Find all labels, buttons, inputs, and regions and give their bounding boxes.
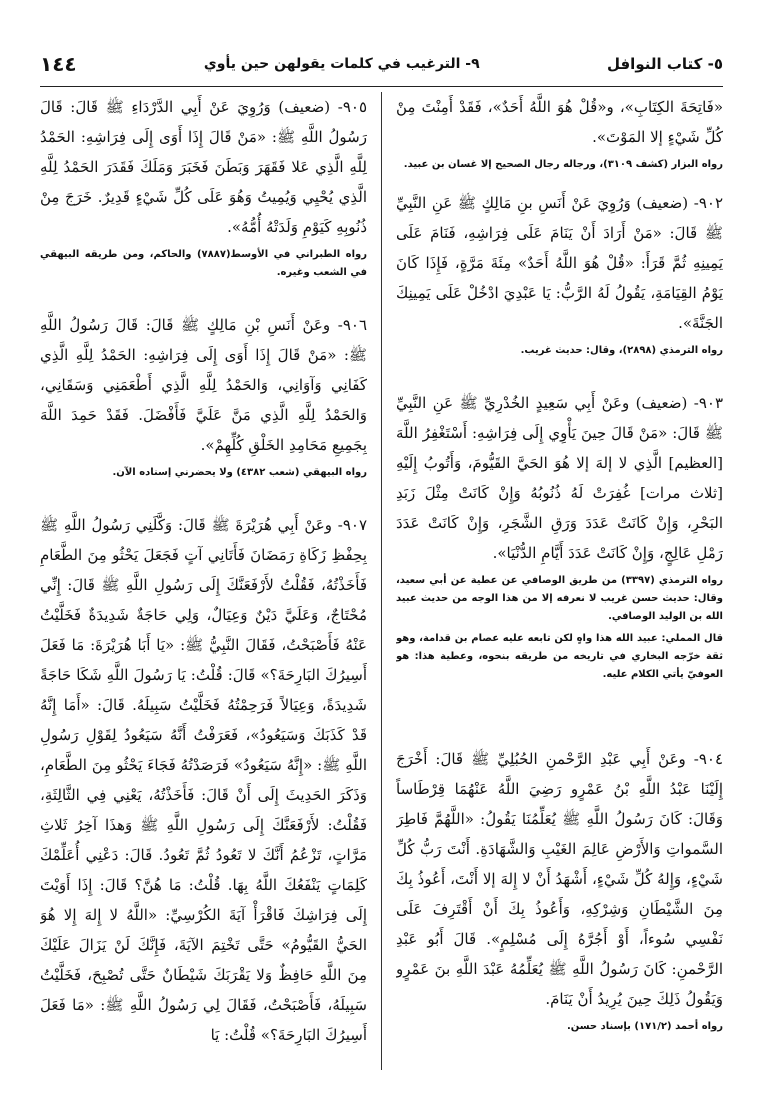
page-number: ١٤٤ bbox=[40, 52, 77, 76]
hadith-906-source: رواه البيهقي (شعب ٤٣٨٢) ولا يحضرني إسناده الآن. bbox=[112, 467, 367, 478]
right-column bbox=[396, 92, 723, 1070]
hadith-904-text: ٩٠٤- وعَنْ أَبِي عَبْدِ الرَّحْمنِ الحُبُلِيِّ ﷺ قَالَ: أَخْرَجَ إِلَيْنَا عَبْدُ اللَّهِ بْنُ عَمْرٍو رَضِيَ اللَّهُ عَنْهُمَا قِرْطَاساً وَقَالَ: كَانَ رَسُولُ اللَّهِ ﷺ يُعَلِّمُنَا يَقُولُ: «اللَّهُمَّ فَاطِرَ السَّمواتِ وَالأَرْضِ عَالِمَ الغَيْبِ وَالشَّهَادَةِ. أَنْتَ رَبُّ كُلِّ شَيْءٍ، وَإِلهُ كُلِّ شَيْءٍ، أَشْهَدُ أَنْ لا إِلهَ إلا أَنْتَ، أَعُوذُ بِكَ مِنَ الشَّيْطَانِ وَشِرْكِهِ، وَأَعُوذُ بِكَ أَنْ أَقْتَرِفَ عَلَى نَفْسِي سُوءاً، أَوْ أَجُرَّهُ إِلَى مُسْلِمٍ». قَالَ أَبُو عَبْدِ الرَّحْمنِ: كَانَ رَسُولُ اللَّهِ ﷺ يُعَلِّمُهُ عَبْدَ اللَّهِ بنَ عَمْرٍو وَيَقُولُ ذَلِكَ حِينَ يُرِيدُ أَنْ يَنَامَ. bbox=[396, 750, 723, 1008]
two-column-body bbox=[40, 92, 723, 1070]
hadith-907-text: ٩٠٧- وعَنْ أَبِي هُرَيْرَةَ ﷺ قَالَ: وَكَّلَنِي رَسُولُ اللَّهِ ﷺ بِحِفْظِ زَكَاةِ رَمَضَانَ فَأَتَانِي آتٍ فَجَعَلَ يَحْثُو مِنَ الطَّعَامِ فَأَخَذْتُهُ، فَقُلْتُ لأَرْفَعَنَّكَ إِلَى رَسُولِ اللَّهِ ﷺ قَالَ: إِنِّي مُحْتَاجٌ، وَعَلَيَّ دَيْنٌ وَعِيَالٌ، وَلِي حَاجَةٌ شَدِيدَةٌ فَخَلَّيْتُ عَنْهُ فَأَصْبَحْتُ، فَقَالَ النَّبِيُّ ﷺ: «يَا أَبَا هُرَيْرَةَ: مَا فَعَلَ أَسِيرُكَ البَارِحَةَ؟» قَالَ: قُلْتُ: يَا رَسُولَ اللَّهِ شَكَا حَاجَةً شَدِيدَةً، وَعِيَالاً فَرَحِمْتُهُ فَخَلَّيْتُ سَبِيلَهُ. قَالَ: «أَمَا إِنَّهُ قَدْ كَذَبَكَ وَسَيَعُودُ»، فَعَرَفْتُ أَنَّهُ سَيَعُودُ لِقَوْلِ رَسُولِ اللَّهِ ﷺ: «إِنَّهُ سَيَعُودُ» فَرَصَدْتُهُ فَجَاءَ يَحْثُو مِنَ الطَّعَامِ، وَذَكَرَ الحَدِيثَ إِلَى أَنْ قَالَ: فَأَخَذْتُهُ، يَعْنِي فِي الثَّالِثَةِ، فَقُلْتُ: لأَرْفَعَنَّكَ إِلَى رَسُولِ اللَّهِ ﷺ وَهذَا آخِرُ ثَلاثِ مَرَّاتٍ، تَزْعُمُ أَنَّكَ لا تَعُودُ ثُمَّ تَعُودُ. قَالَ: دَعْنِي أُعَلِّمْكَ كَلِمَاتٍ يَنْفَعُكَ اللَّهُ بِهَا. قُلْتُ: مَا هُنَّ؟ قَالَ: إِذَا أَوَيْتَ إِلَى فِرَاشِكَ فَاقْرَأْ آيَةَ الكُرْسِيِّ: «اللَّهُ لا إِلهَ إِلا هُوَ الحَيُّ القَيُّومُ» حَتَّى تَخْتِمَ الآيَةَ، فَإِنَّكَ لَنْ يَزَالَ عَلَيْكَ مِنَ اللَّهِ حَافِظٌ وَلا يَقْرَبَكَ شَيْطَانٌ حَتَّى تُصْبِحَ، فَخَلَّيْتُ سَبِيلَهُ، فَأَصْبَحْتُ، فَقَالَ لِي رَسُولُ اللَّهِ ﷺ: «مَا فَعَلَ أَسِيرُكَ البَارِحَةَ؟» قُلْتُ: يَا bbox=[40, 516, 367, 1044]
hadith-903-source: رواه الترمذي (٣٣٩٧) من طريق الوصافي عن عطية عن أبي سعيد، وقال: حديث حسن غريب لا نعرفه إلا من هذا الوجه من حديث عبيد الله بن الوليد الوصافي. bbox=[396, 575, 723, 622]
hadith-904-source: رواه أحمد (١٧١/٢) بإسناد حسن. bbox=[566, 1021, 723, 1032]
hadith-902-source: رواه الترمذي (٢٨٩٨)، وقال: حديث غريب. bbox=[520, 345, 723, 356]
hadith-906-text: ٩٠٦- وعَنْ أَنَسِ بْنِ مَالِكٍ ﷺ قَالَ: قَالَ رَسُولُ اللَّهِ ﷺ: «مَنْ قَالَ إِذَا أَوَى إِلَى فِرَاشِهِ: الحَمْدُ لِلَّهِ الَّذِي كَفَانِي وَآوَانِي، وَالحَمْدُ لِلَّهِ الَّذِي أَطْعَمَنِي وَسَقَانِي، وَالحَمْدُ لِلَّهِ الَّذِي مَنَّ عَلَيَّ فَأَفْضَلَ. فَقَدْ حَمِدَ اللَّهَ بِجَمِيعِ مَحَامِدِ الخَلْقِ كُلِّهِمْ». bbox=[40, 316, 367, 454]
hadith-902-text: ٩٠٢- (ضعيف) وَرُوِيَ عَنْ أَنَسِ بنِ مَالِكٍ ﷺ عَنِ النَّبِيِّ ﷺ قَالَ: «مَنْ أَرَادَ أَنْ يَنَامَ عَلَى فِرَاشِهِ، فَنَامَ عَلَى يَمِينِهِ ثُمَّ قَرَأَ: «قُلْ هُوَ اللَّهُ أَحَدٌ» مِئَةَ مَرَّةٍ، فَإِذَا كَانَ يَوْمُ القِيَامَةِ، يَقُولُ لَهُ الرَّبُّ: يَا عَبْدِيَ ادْخُلْ عَلَى يَمِينِكَ الجَنَّةَ». bbox=[396, 194, 723, 332]
hadith-903-text: ٩٠٣- (ضعيف) وعَنْ أَبِي سَعِيدٍ الخُدْرِيِّ ﷺ عَنِ النَّبِيِّ ﷺ قَالَ: «مَنْ قَالَ حِينَ يَأْوِي إِلَى فِرَاشِهِ: أَسْتَغْفِرُ اللَّهَ [العظيم] الَّذِي لا إلهَ إلا هُوَ الحَيَّ القَيُّومَ، وَأَتُوبُ إِلَيْهِ [ثلاث مرات] غُفِرَتْ لَهُ ذُنُوبُهُ وَإِنْ كَانَتْ مِثْلَ زَبَدِ البَحْرِ، وَإِنْ كَانَتْ عَدَدَ وَرَقِ الشَّجَرِ، وَإِنْ كَانَتْ عَدَدَ رَمْلِ عَالِجٍ، وَإِنْ كَانَتْ عَدَدَ أَيَّامِ الدُّنْيَا». bbox=[396, 394, 723, 562]
left-column bbox=[40, 92, 367, 1070]
hadith-905-text: ٩٠٥- (ضعيف) وَرُوِيَ عَنْ أَبِي الدَّرْدَاءِ ﷺ قَالَ: قَالَ رَسُولُ اللَّهِ ﷺ: «مَنْ قَالَ إِذَا أَوَى إِلَى فِرَاشِهِ: الحَمْدُ لِلَّهِ الَّذِي عَلا فَقَهَرَ وَبَطَنَ فَخَبَرَ وَمَلَكَ فَقَدَرَ الحَمْدُ لِلَّهِ الَّذِي يُحْيِي وَيُمِيتُ وَهُوَ عَلَى كُلِّ شَيْءٍ قَدِيرٌ. خَرَجَ مِنْ ذُنُوبِهِ كَيَوْمِ وَلَدَتْهُ أُمُّهُ». bbox=[40, 98, 367, 236]
chapter-title: ٥- كتاب النوافل bbox=[606, 55, 723, 73]
column-divider bbox=[381, 92, 382, 1070]
hadith-901-source: رواه البزار (كشف ٣١٠٩)، ورجاله رجال الصحيح إلا غسان بن عبيد. bbox=[403, 159, 723, 170]
hadith-901-text: «فَاتِحَةَ الكِتَابِ»، و«قُلْ هُوَ اللَّهُ أَحَدٌ»، فَقَدْ أَمِنْتَ مِنْ كُلِّ شَيْءٍ إلا المَوْتَ». bbox=[396, 98, 723, 146]
page-header bbox=[40, 44, 723, 84]
section-title: ٩- الترغيب في كلمات يقولهن حين يأوي bbox=[203, 56, 480, 72]
header-rule bbox=[40, 86, 723, 87]
hadith-903-note: قال المملي: عبيد الله هذا واهٍ لكن تابعه عليه عصام بن قدامة، وهو ثقة خرّجه البخاري في تاريخه من طريقه بنحوه، وعطية هذا: هو العوفيّ يأتي الكلام عليه. bbox=[396, 633, 723, 680]
hadith-905-source: رواه الطبراني في الأوسط(٧٨٨٧) والحاكم، ومن طريقه البيهقي في الشعب وغيره. bbox=[40, 249, 367, 278]
